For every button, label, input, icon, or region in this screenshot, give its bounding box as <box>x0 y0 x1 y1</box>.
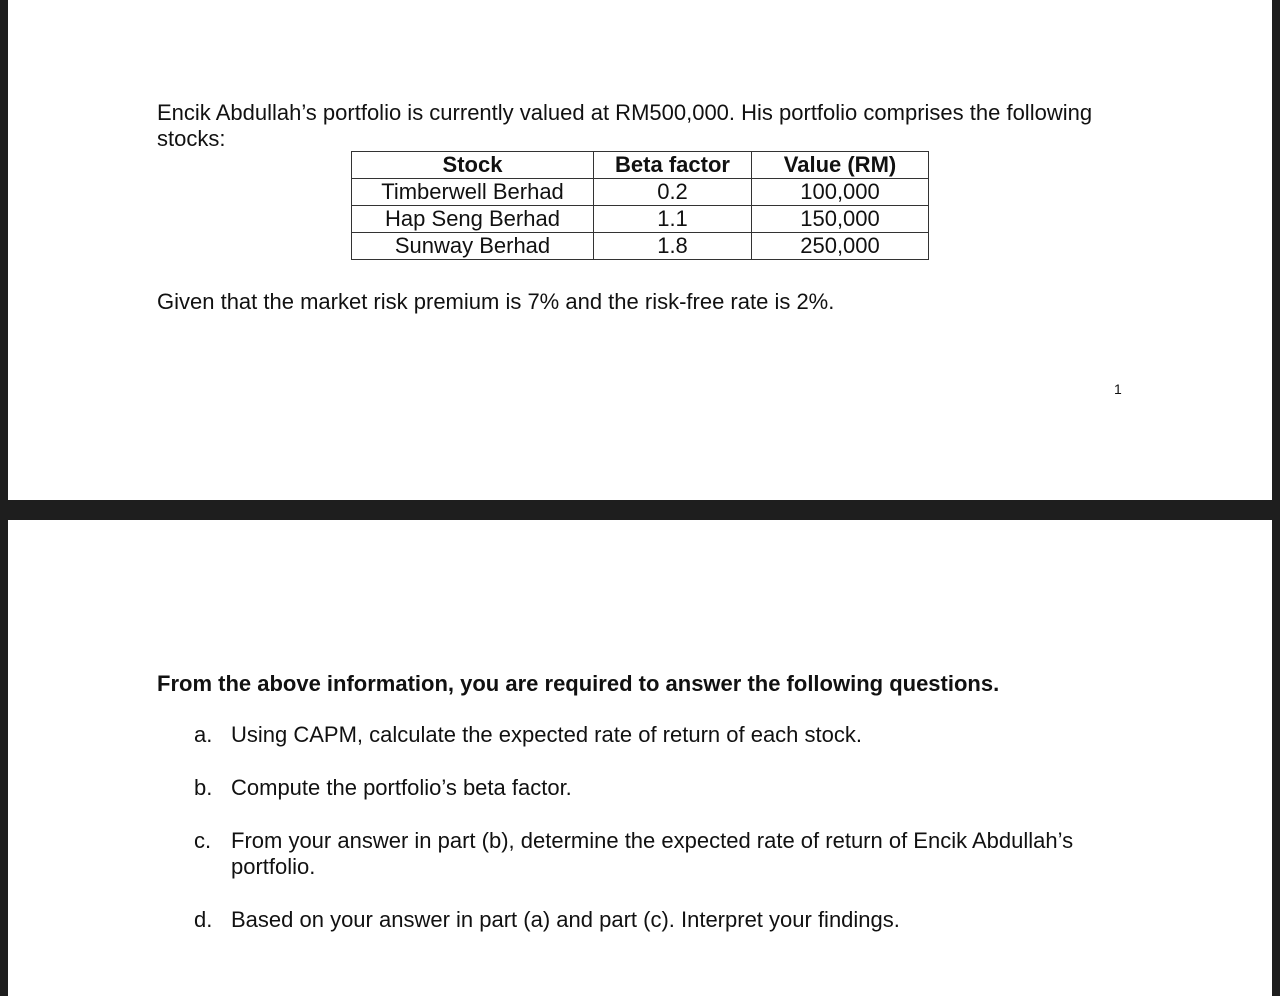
question-text: Based on your answer in part (a) and part (c). Interpret your findings. <box>231 907 900 932</box>
cell-value: 100,000 <box>752 179 929 206</box>
cell-value: 150,000 <box>752 206 929 233</box>
cell-value: 250,000 <box>752 233 929 260</box>
question-text: Compute the portfolio’s beta factor. <box>231 775 572 800</box>
document-page-1 <box>8 0 1272 500</box>
question-text: Using CAPM, calculate the expected rate of return of each stock. <box>231 722 862 747</box>
table-row <box>352 179 929 206</box>
table-header-row <box>352 152 929 179</box>
header-value: Value (RM) <box>752 152 929 179</box>
cell-stock: Sunway Berhad <box>352 233 594 260</box>
header-beta-factor: Beta factor <box>594 152 752 179</box>
intro-paragraph: Encik Abdullah’s portfolio is currently valued at RM500,000. His portfolio comprises the following stocks: <box>157 100 1093 151</box>
cell-beta: 1.8 <box>594 233 752 260</box>
header-stock: Stock <box>352 152 594 179</box>
document-page-2 <box>8 520 1272 996</box>
given-statement: Given that the market risk premium is 7% and the risk-free rate is 2%. <box>157 289 835 314</box>
page-number: 1 <box>1114 381 1122 397</box>
cell-stock: Hap Seng Berhad <box>352 206 594 233</box>
question-letter: c. <box>194 828 212 853</box>
question-text: From your answer in part (b), determine the expected rate of return of Encik Abdullah’s portfolio. <box>231 828 1074 879</box>
table-row <box>352 233 929 260</box>
cell-beta: 1.1 <box>594 206 752 233</box>
instruction-heading: From the above information, you are required to answer the following questions. <box>157 671 1000 696</box>
stock-table <box>351 151 929 260</box>
question-letter: d. <box>194 907 213 932</box>
question-letter: a. <box>194 722 213 747</box>
table-row <box>352 206 929 233</box>
cell-beta: 0.2 <box>594 179 752 206</box>
question-letter: b. <box>194 775 213 800</box>
cell-stock: Timberwell Berhad <box>352 179 594 206</box>
